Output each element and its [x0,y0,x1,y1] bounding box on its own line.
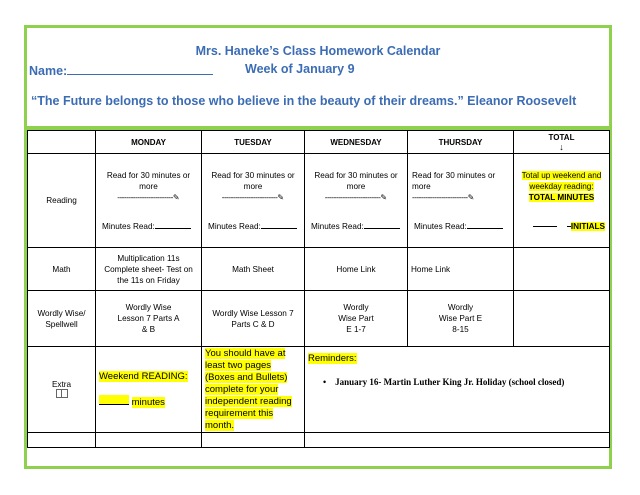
wordly-thursday: Wordly Wise Part E 8-15 [408,291,514,347]
minutes-read-label: Minutes Read: [208,222,261,231]
wordly-label: Wordly Wise/ Spellwell [28,291,96,347]
extra-monday [96,347,202,433]
weekend-reading-label: Weekend READING: [99,370,188,382]
math-monday: Multiplication 11s Complete sheet- Test on the 11s on Friday [96,248,202,291]
reading-instruction: Read for 30 minutes or more [314,171,398,191]
bullet: • [323,377,327,387]
minutes-blank [467,220,503,229]
blank-cell [202,433,305,448]
book-icon [56,389,68,398]
reading-instruction: Read for 30 minutes or more [412,171,496,191]
pencil-icon: ✎ [277,193,285,202]
minutes-blank [261,220,297,229]
minutes-blank [155,220,191,229]
week-label: Week of January 9 [245,62,355,76]
reading-monday [96,154,202,248]
reading-total [514,154,610,248]
extra-label: Extra [51,379,72,389]
dash-line: ------------------------- [221,193,278,202]
dash-line: ------------------------- [117,193,173,202]
minutes-read-label: Minutes Read: [414,222,467,231]
wordly-total [514,291,610,347]
minutes-blank [364,220,400,229]
wordly-wednesday: Wordly Wise Part E 1-7 [305,291,408,347]
dash-line: ------------------------- [324,193,381,202]
wordly-tuesday: Wordly Wise Lesson 7 Parts C & D [202,291,305,347]
minutes-read-label: Minutes Read: [102,222,155,231]
total-blank [533,218,557,227]
header-row [28,131,610,154]
blank-row [28,433,610,448]
col-thursday: THURSDAY [408,131,514,154]
name-blank [67,62,213,75]
pencil-icon: ✎ [467,193,475,202]
extra-row [28,347,610,433]
math-label: Math [28,248,96,291]
wordly-monday: Wordly Wise Lesson 7 Parts A & B [96,291,202,347]
homework-table [27,130,610,448]
total-label: TOTAL [548,132,575,142]
pencil-icon: ✎ [172,193,180,202]
initials-label: INITIALS [570,222,605,231]
pencil-icon: ✎ [380,193,388,202]
math-wednesday: Home Link [305,248,408,291]
mlk-reminder: January 16- Martin Luther King Jr. Holiday (school closed) [335,377,565,387]
name-field [29,62,213,78]
reading-wednesday [305,154,408,248]
col-monday: MONDAY [96,131,202,154]
extra-tuesday [202,347,305,433]
reading-thursday [408,154,514,248]
weekend-minutes-blank [99,395,129,405]
page-title: Mrs. Haneke’s Class Homework Calendar [195,44,441,58]
down-arrow-icon: ↓ [559,141,564,152]
blank-cell [96,433,202,448]
name-label: Name: [29,64,68,78]
dash-line: ------------------------- [412,193,468,202]
quote: “The Future belongs to those who believe in the beauty of their dreams.” Eleanor Roosevelt [31,94,577,108]
reading-tuesday [202,154,305,248]
total-instruction: Total up weekend and weekday reading: [521,171,602,191]
math-thursday: Home Link [408,248,514,291]
corner-cell [28,131,96,154]
math-row [28,248,610,291]
total-minutes-label: TOTAL MINUTES [528,193,595,202]
math-tuesday: Math Sheet [202,248,305,291]
reading-row [28,154,610,248]
blank-cell [305,433,610,448]
blank-cell [28,433,96,448]
col-tuesday: TUESDAY [202,131,305,154]
reminders-label: Reminders: [308,353,357,364]
minutes-read-label: Minutes Read: [311,222,364,231]
reading-label: Reading [28,154,96,248]
col-wednesday: WEDNESDAY [305,131,408,154]
extra-label-cell [28,347,96,433]
reminders-cell [305,347,610,433]
independent-reading-note: You should have at least two pages (Boxes and Bullets) complete for your independent reading requirement this month. [205,348,292,431]
wordly-row [28,291,610,347]
reading-instruction: Read for 30 minutes or more [211,171,295,191]
reading-instruction: Read for 30 minutes or more [106,171,191,191]
header [27,34,609,130]
col-total [514,131,610,154]
weekend-minutes-label: minutes [131,396,165,408]
math-total [514,248,610,291]
